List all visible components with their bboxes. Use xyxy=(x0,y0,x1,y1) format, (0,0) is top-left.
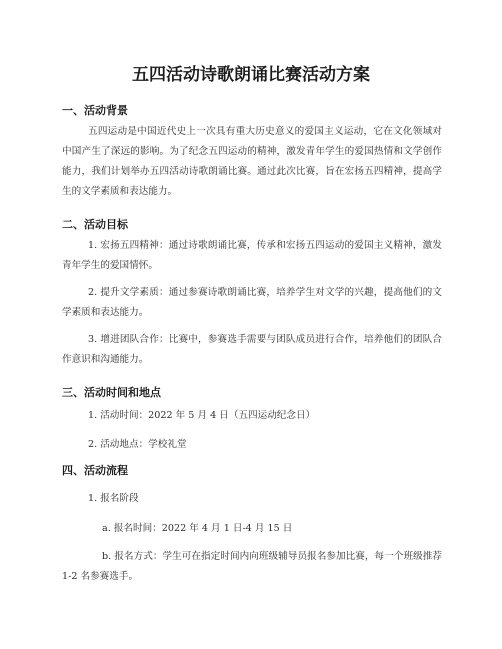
process-step-1: 1. 报名阶段 xyxy=(88,493,139,504)
document-title: 五四活动诗歌朗诵比赛活动方案 xyxy=(132,65,370,85)
background-paragraph: 五四运动是中国近代史上一次具有重大历史意义的爱国主义运动，它在文化领域对中国产生了深远的影响。为了纪念五四运动的精神，激发青年学生的爱国热情和文学创作能力，我们计划举办五四活动诗歌朗诵比赛。通过此次比赛，旨在宏扬五四精神，提高学生的文学素质和表达能力。 xyxy=(62,126,442,197)
goal-item-1: 1. 宏扬五四精神：通过诗歌朗诵比赛，传承和宏扬五四运动的爱国主义精神，激发青年学生的爱国情怀。 xyxy=(62,240,442,271)
event-time: 1. 活动时间：2022 年 5 月 4 日（五四运动纪念日） xyxy=(88,410,316,421)
signup-time: a. 报名时间：2022 年 4 月 1 日-4 月 15 日 xyxy=(102,523,293,534)
signup-method: b. 报名方式：学生可在指定时间内向班级辅导员报名参加比赛，每一个班级推荐 1-2 名参赛选手。 xyxy=(62,551,442,582)
section-heading-process: 四、活动流程 xyxy=(62,464,128,477)
goal-item-2: 2. 提升文学素质：通过参赛诗歌朗诵比赛，培养学生对文学的兴趣，提高他们的文学素质和表达能力。 xyxy=(62,287,442,318)
goal-item-3: 3. 增进团队合作：比赛中，参赛选手需要与团队成员进行合作，培养他们的团队合作意识和沟通能力。 xyxy=(62,334,442,365)
event-location: 2. 活动地点：学校礼堂 xyxy=(88,439,187,450)
section-heading-time-place: 三、活动时间和地点 xyxy=(62,386,161,399)
section-heading-background: 一、活动背景 xyxy=(62,104,128,117)
section-heading-goals: 二、活动目标 xyxy=(62,218,128,231)
